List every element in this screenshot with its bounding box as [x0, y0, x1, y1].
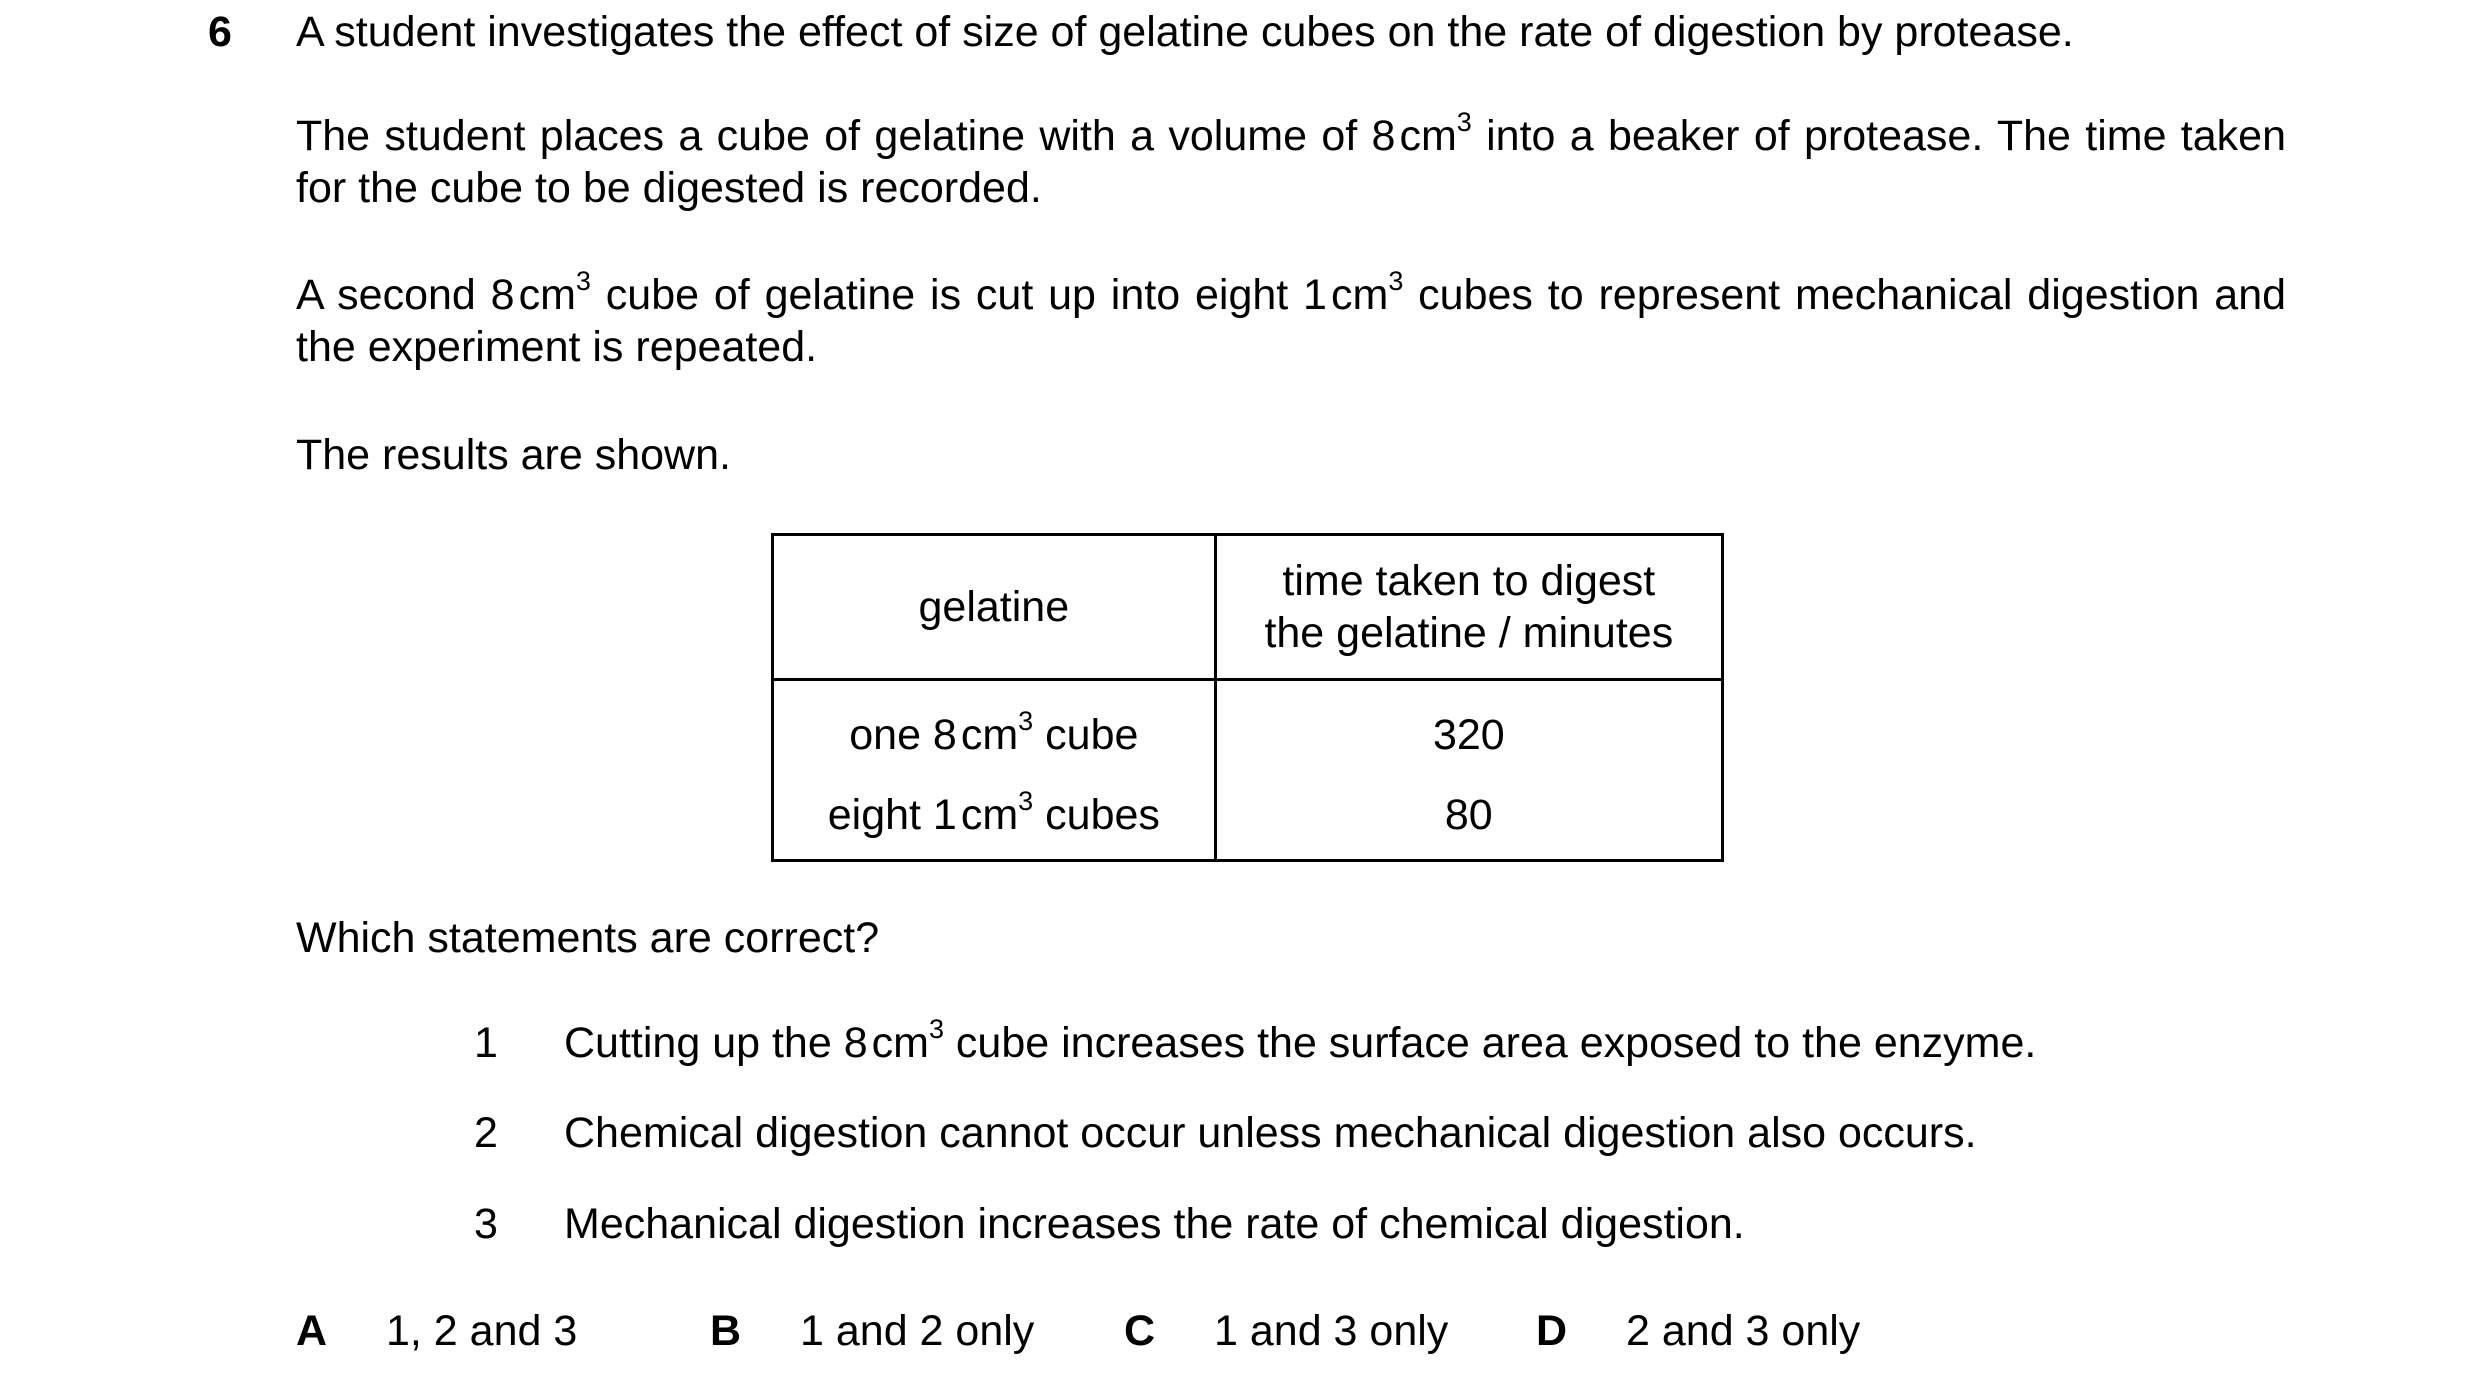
header-time-line-1: time taken to digest: [1282, 557, 1656, 605]
method-1-text-a: The student places a cube of gelatine with a volume of 8: [296, 112, 1396, 160]
statement-text: [564, 1013, 2037, 1069]
unit-cm: cm: [871, 1019, 929, 1067]
table-row: [773, 680, 1723, 790]
method-2-text-b: cube of gelatine is cut up into eight 1: [590, 271, 1327, 319]
question-number: 6: [208, 8, 232, 56]
unit-exponent: 3: [928, 1013, 944, 1044]
statement-number: 2: [474, 1109, 498, 1157]
method-1-text-b: into a beaker of protease. The time taken for the cube to be digested is recorded.: [296, 112, 2287, 212]
option-c-text[interactable]: 1 and 3 only: [1214, 1307, 1449, 1355]
unit-cm: cm: [518, 271, 576, 319]
row-gelatine-label: [773, 680, 1216, 790]
row-time-value: 80: [1215, 789, 1722, 861]
header-time-line-2: the gelatine / minutes: [1264, 609, 1674, 657]
statement-number: 3: [474, 1200, 498, 1248]
question-prompt: Which statements are correct?: [296, 914, 880, 962]
statement-number: 1: [474, 1019, 498, 1067]
unit-exponent: 3: [1018, 705, 1034, 736]
option-c-letter[interactable]: C: [1124, 1307, 1156, 1355]
row-label-a: eight 1: [827, 791, 957, 839]
unit-cm: cm: [960, 791, 1019, 839]
results-intro: The results are shown.: [296, 431, 731, 479]
statement-text-b: cube increases the surface area exposed to the enzyme.: [943, 1019, 2037, 1067]
unit-exponent: 3: [1018, 785, 1034, 816]
method-2-text-a: A second 8: [296, 271, 515, 319]
option-a-text[interactable]: 1, 2 and 3: [386, 1307, 578, 1355]
row-time-value: 320: [1215, 680, 1722, 790]
statement-text-a: Cutting up the 8: [564, 1019, 868, 1067]
question-intro: A student investigates the effect of size of gelatine cubes on the rate of digestion by protease.: [296, 8, 2074, 56]
method-2-text-c: cubes to represent mechanical digestion and the experiment is repeated.: [296, 271, 2287, 371]
table-row: [773, 789, 1723, 861]
statement-text: Chemical digestion cannot occur unless mechanical digestion also occurs.: [564, 1109, 1977, 1157]
unit-cm: cm: [1330, 271, 1389, 319]
unit-exponent: 3: [1456, 106, 1472, 137]
header-gelatine: gelatine: [773, 535, 1216, 680]
row-gelatine-label: [773, 785, 1216, 861]
option-b-letter[interactable]: B: [710, 1307, 742, 1355]
method-paragraph-2: [296, 265, 2287, 373]
option-d-letter[interactable]: D: [1536, 1307, 1568, 1355]
option-d-text[interactable]: 2 and 3 only: [1626, 1307, 1861, 1355]
row-label-b: cubes: [1033, 791, 1160, 839]
unit-cm: cm: [1399, 112, 1457, 160]
header-time: [1215, 535, 1722, 680]
unit-cm: cm: [960, 711, 1019, 759]
method-paragraph-1: [296, 106, 2287, 214]
row-label-a: one 8: [849, 711, 957, 759]
statement-text: Mechanical digestion increases the rate of chemical digestion.: [564, 1200, 1745, 1248]
unit-exponent: 3: [575, 265, 591, 296]
table-header-row: [773, 535, 1723, 680]
results-table: [771, 533, 1724, 862]
row-label-b: cube: [1033, 711, 1139, 759]
option-b-text[interactable]: 1 and 2 only: [800, 1307, 1035, 1355]
unit-exponent: 3: [1388, 265, 1404, 296]
option-a-letter[interactable]: A: [296, 1307, 328, 1355]
